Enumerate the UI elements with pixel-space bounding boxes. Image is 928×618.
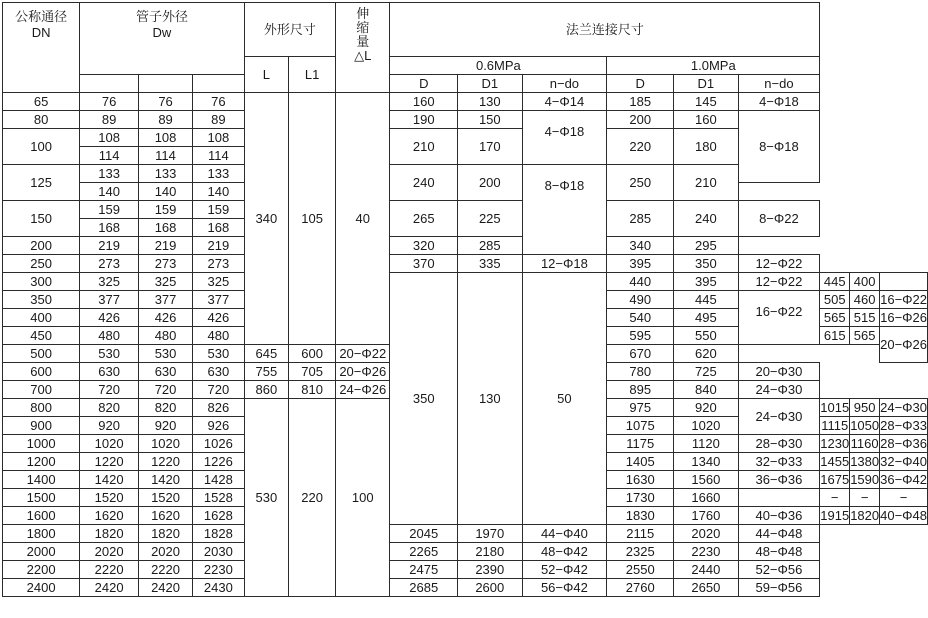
cell-D-0-6: 265 bbox=[390, 201, 458, 237]
cell-dw: 133 bbox=[139, 165, 193, 183]
cell-D-0-6: 1175 bbox=[607, 435, 674, 453]
cell-ndo-0-6: 4−Φ14 bbox=[522, 93, 607, 111]
cell-D-1-0: 895 bbox=[607, 381, 674, 399]
cell-D1-1-0: 950 bbox=[850, 399, 880, 417]
cell-dw: 114 bbox=[193, 147, 245, 165]
cell-D-0-6: 2685 bbox=[390, 579, 458, 597]
cell-dw: 530 bbox=[80, 345, 139, 363]
cell-ndo-0-6: 24−Φ26 bbox=[336, 381, 390, 399]
cell-dw: 219 bbox=[80, 237, 139, 255]
cell-ndo-1-0: 24−Φ30 bbox=[738, 381, 820, 399]
cell-D1-0-6: 285 bbox=[458, 237, 522, 255]
cell-D1-0-6: 1340 bbox=[674, 453, 738, 471]
cell-D-1-0: 2550 bbox=[607, 561, 674, 579]
cell-dn: 2200 bbox=[3, 561, 80, 579]
cell-dw: 720 bbox=[139, 381, 193, 399]
cell-dw: 1428 bbox=[193, 471, 245, 489]
cell-dw: 1226 bbox=[193, 453, 245, 471]
cell-ndo-0-6: 20−Φ26 bbox=[336, 363, 390, 381]
cell-D1-0-6: 1120 bbox=[674, 435, 738, 453]
cell-dn: 200 bbox=[3, 237, 80, 255]
cell-ndo-0-6 bbox=[738, 489, 820, 507]
cell-dw: 377 bbox=[80, 291, 139, 309]
cell-ndo-0-6: 20−Φ22 bbox=[336, 345, 390, 363]
cell-ndo-1-0: 20−Φ26 bbox=[880, 327, 928, 363]
cell-dn: 500 bbox=[3, 345, 80, 363]
cell-D1-0-6: 600 bbox=[289, 345, 336, 363]
header-L1: L1 bbox=[289, 57, 336, 93]
cell-dn: 1800 bbox=[3, 525, 80, 543]
cell-D1-0-6: 200 bbox=[458, 165, 522, 201]
cell-ndo-1-0: 44−Φ48 bbox=[738, 525, 820, 543]
cell-D1-0-6: 445 bbox=[674, 291, 738, 309]
cell-L1: 220 bbox=[289, 399, 336, 597]
cell-dn: 1600 bbox=[3, 507, 80, 525]
cell-D1-1-0: 2020 bbox=[674, 525, 738, 543]
cell-dw: 2030 bbox=[193, 543, 245, 561]
cell-D-0-6: 240 bbox=[390, 165, 458, 201]
cell-dw: 1420 bbox=[80, 471, 139, 489]
cell-D-1-0: 780 bbox=[607, 363, 674, 381]
cell-ndo-1-0: 40−Φ48 bbox=[880, 508, 927, 523]
cell-L1: 105 bbox=[289, 93, 336, 345]
cell-D-1-0: 2760 bbox=[607, 579, 674, 597]
cell-D-1-0: 285 bbox=[607, 201, 674, 237]
cell-ndo-0-6: 40−Φ36 bbox=[738, 507, 820, 525]
cell-D-1-0: 1015 bbox=[820, 400, 850, 415]
cell-D-1-0: 1675 bbox=[820, 472, 850, 487]
header-ndo-1-0: n−do bbox=[738, 75, 820, 93]
cell-dw: 2420 bbox=[80, 579, 139, 597]
cell-dw: 530 bbox=[193, 345, 245, 363]
cell-ndo-0-6: 12−Φ22 bbox=[738, 273, 820, 291]
cell-D-0-6: 1830 bbox=[607, 507, 674, 525]
cell-ndo-0-6: 4−Φ18 bbox=[522, 111, 607, 165]
table-row bbox=[3, 525, 928, 543]
cell-dw: 1026 bbox=[193, 435, 245, 453]
cell-dn: 900 bbox=[3, 417, 80, 435]
table-body bbox=[3, 93, 928, 597]
cell-dn: 300 bbox=[3, 273, 80, 291]
cell-D1-1-0: 620 bbox=[674, 345, 738, 363]
header-D1-1-0: D1 bbox=[674, 75, 738, 93]
cell-dw: 630 bbox=[80, 363, 139, 381]
cell-dw: 76 bbox=[193, 93, 245, 111]
cell-dw: 530 bbox=[139, 345, 193, 363]
cell-dw: 480 bbox=[139, 327, 193, 345]
cell-ndo-0-6: 44−Φ40 bbox=[522, 525, 607, 543]
cell-dn: 1000 bbox=[3, 435, 80, 453]
header-shape-dimensions: 外形尺寸 bbox=[244, 3, 335, 57]
cell-dw: 2230 bbox=[193, 561, 245, 579]
header-dw-blank-3 bbox=[193, 75, 245, 93]
cell-dw: 720 bbox=[80, 381, 139, 399]
header-D1-0-6: D1 bbox=[458, 75, 522, 93]
cell-dw: 1420 bbox=[139, 471, 193, 489]
cell-dw: 1220 bbox=[80, 453, 139, 471]
cell-ndo-0-6: 32−Φ33 bbox=[738, 453, 820, 471]
cell-dw: 2020 bbox=[139, 543, 193, 561]
cell-ndo-1-0: 24−Φ30 bbox=[880, 400, 927, 415]
cell-D-0-6: 370 bbox=[390, 255, 458, 273]
cell-dw: 325 bbox=[193, 273, 245, 291]
cell-dw: 480 bbox=[80, 327, 139, 345]
cell-dw: 219 bbox=[193, 237, 245, 255]
cell-dw: 920 bbox=[80, 417, 139, 435]
header-D-1-0: D bbox=[607, 75, 674, 93]
cell-dw: 1220 bbox=[139, 453, 193, 471]
cell-D1-1-0: 160 bbox=[674, 111, 738, 129]
cell-dw: 140 bbox=[80, 183, 139, 201]
cell-dw: 273 bbox=[139, 255, 193, 273]
cell-dn: 2400 bbox=[3, 579, 80, 597]
cell-dw: 820 bbox=[139, 399, 193, 417]
cell-D1-1-0: 210 bbox=[674, 165, 738, 201]
cell-D-1-0: 445 bbox=[820, 273, 850, 291]
cell-dw: 1620 bbox=[139, 507, 193, 525]
cell-dw: 2420 bbox=[139, 579, 193, 597]
cell-D1-0-6: 810 bbox=[289, 381, 336, 399]
cell-D-0-6: 860 bbox=[244, 381, 288, 399]
header-pressure-0-6: 0.6MPa bbox=[390, 57, 607, 75]
table-row bbox=[3, 201, 928, 219]
cell-dw: 168 bbox=[80, 219, 139, 237]
header-D-0-6: D bbox=[390, 75, 458, 93]
cell-L: 350 bbox=[390, 273, 458, 525]
cell-D1-0-6: 1560 bbox=[674, 471, 738, 489]
cell-ndo-1-0: 16−Φ26 bbox=[880, 310, 927, 325]
table-row bbox=[3, 255, 928, 273]
cell-dw: 133 bbox=[193, 165, 245, 183]
spec-table-container bbox=[2, 2, 928, 597]
header-dw-blank-2 bbox=[139, 75, 193, 93]
cell-D1-0-6: 335 bbox=[458, 255, 522, 273]
cell-D1-0-6: 1020 bbox=[674, 417, 738, 435]
cell-dw: 1820 bbox=[80, 525, 139, 543]
cell-D1-0-6: 1760 bbox=[674, 507, 738, 525]
cell-D-1-0: 185 bbox=[607, 93, 674, 111]
cell-dw: 1020 bbox=[139, 435, 193, 453]
cell-dn: 80 bbox=[3, 111, 80, 129]
cell-dw: 108 bbox=[193, 129, 245, 147]
header-nominal-diameter: 公称通径 DN bbox=[3, 3, 80, 93]
table-row bbox=[3, 111, 928, 129]
cell-dw: 1528 bbox=[193, 489, 245, 507]
cell-dw: 133 bbox=[80, 165, 139, 183]
cell-dw: 168 bbox=[139, 219, 193, 237]
cell-D1-1-0: 295 bbox=[674, 237, 738, 255]
cell-dn: 2000 bbox=[3, 543, 80, 561]
cell-D-0-6: 320 bbox=[390, 237, 458, 255]
cell-ndo-1-0: − bbox=[880, 489, 928, 507]
cell-dn: 100 bbox=[3, 129, 80, 165]
cell-dw: 219 bbox=[139, 237, 193, 255]
cell-D1-0-6: 1660 bbox=[674, 489, 738, 507]
header-L: L bbox=[244, 57, 288, 93]
cell-D-1-0: 220 bbox=[607, 129, 674, 165]
cell-dn: 250 bbox=[3, 255, 80, 273]
cell-dw: 920 bbox=[139, 417, 193, 435]
cell-dw: 377 bbox=[193, 291, 245, 309]
cell-D1-1-0: 460 bbox=[850, 291, 880, 309]
cell-expansion: 100 bbox=[336, 399, 390, 597]
cell-dw: 159 bbox=[139, 201, 193, 219]
cell-L: 340 bbox=[244, 93, 288, 345]
cell-D1-0-6: 495 bbox=[674, 309, 738, 327]
cell-D-0-6: 210 bbox=[390, 129, 458, 165]
header-pipe-outer-diameter: 管子外径 Dw bbox=[80, 3, 244, 75]
cell-D1-1-0: 180 bbox=[674, 129, 738, 165]
cell-dw: 273 bbox=[80, 255, 139, 273]
cell-dw: 820 bbox=[80, 399, 139, 417]
cell-D1-1-0: 2230 bbox=[674, 543, 738, 561]
cell-dn: 400 bbox=[3, 309, 80, 327]
cell-ndo-0-6: 36−Φ36 bbox=[738, 471, 820, 489]
cell-D1-1-0: 515 bbox=[850, 309, 880, 327]
cell-D-0-6: 1630 bbox=[607, 471, 674, 489]
cell-D-0-6: 1405 bbox=[607, 453, 674, 471]
cell-D-1-0: 1915 bbox=[820, 508, 850, 523]
cell-D1-1-0: 1050 bbox=[850, 418, 880, 433]
cell-D1-1-0: 1820 bbox=[850, 508, 880, 523]
cell-dw: 89 bbox=[139, 111, 193, 129]
cell-dw: 89 bbox=[193, 111, 245, 129]
cell-dw: 108 bbox=[80, 129, 139, 147]
cell-D1-0-6: 550 bbox=[674, 327, 738, 345]
cell-D-1-0: 1115 bbox=[821, 418, 849, 433]
header-ndo-0-6: n−do bbox=[522, 75, 607, 93]
cell-D-1-0: 670 bbox=[607, 345, 674, 363]
cell-ndo-1-0: 4−Φ18 bbox=[738, 93, 820, 111]
cell-dw: 114 bbox=[139, 147, 193, 165]
cell-dw: 159 bbox=[80, 201, 139, 219]
cell-ndo-1-0: 48−Φ48 bbox=[738, 543, 820, 561]
cell-dw: 1520 bbox=[139, 489, 193, 507]
table-row bbox=[3, 561, 928, 579]
cell-ndo-1-0: 28−Φ36 bbox=[880, 436, 927, 451]
cell-D1-0-6: 2180 bbox=[458, 543, 522, 561]
table-row bbox=[3, 93, 928, 111]
cell-dw: 630 bbox=[139, 363, 193, 381]
cell-ndo-1-0: 8−Φ22 bbox=[738, 201, 820, 237]
cell-expansion: 50 bbox=[522, 273, 607, 525]
cell-D1-1-0: 1590 bbox=[850, 472, 880, 487]
table-row bbox=[3, 237, 928, 255]
cell-ndo-1-0: 16−Φ22 bbox=[880, 292, 927, 307]
cell-dw: 76 bbox=[139, 93, 193, 111]
cell-D-1-0: 565 bbox=[820, 309, 850, 327]
cell-ndo-1-0: 52−Φ56 bbox=[738, 561, 820, 579]
cell-dw: 140 bbox=[139, 183, 193, 201]
cell-D-0-6: 595 bbox=[607, 327, 674, 345]
flange-spec-table bbox=[2, 2, 928, 597]
cell-dw: 114 bbox=[80, 147, 139, 165]
cell-dw: 2020 bbox=[80, 543, 139, 561]
cell-ndo-1-0: 36−Φ42 bbox=[880, 472, 927, 487]
cell-D-0-6: 190 bbox=[390, 111, 458, 129]
cell-D-1-0: 615 bbox=[820, 327, 850, 345]
cell-D-1-0: 2115 bbox=[607, 525, 674, 543]
cell-D1-0-6: 1970 bbox=[458, 525, 522, 543]
cell-dw: 108 bbox=[139, 129, 193, 147]
cell-D-0-6: 540 bbox=[607, 309, 674, 327]
header-pressure-1-0: 1.0MPa bbox=[607, 57, 820, 75]
table-row bbox=[3, 579, 928, 597]
cell-D1-1-0: 240 bbox=[674, 201, 738, 237]
cell-dn: 800 bbox=[3, 399, 80, 417]
cell-D-0-6: 2265 bbox=[390, 543, 458, 561]
cell-dn: 125 bbox=[3, 165, 80, 201]
cell-dn: 350 bbox=[3, 291, 80, 309]
cell-dw: 1828 bbox=[193, 525, 245, 543]
cell-D-0-6: 1075 bbox=[607, 417, 674, 435]
cell-ndo-0-6: 16−Φ22 bbox=[738, 291, 820, 345]
header-flange-dimensions: 法兰连接尺寸 bbox=[390, 3, 820, 57]
cell-ndo-1-0: 32−Φ40 bbox=[880, 454, 927, 469]
cell-dw: 76 bbox=[80, 93, 139, 111]
cell-dw: 273 bbox=[193, 255, 245, 273]
cell-dw: 2430 bbox=[193, 579, 245, 597]
cell-D-0-6: 1730 bbox=[607, 489, 674, 507]
cell-dn: 450 bbox=[3, 327, 80, 345]
cell-D1-1-0: − bbox=[850, 489, 880, 507]
cell-D1-0-6: 170 bbox=[458, 129, 522, 165]
cell-L1: 130 bbox=[458, 273, 522, 525]
cell-expansion: 40 bbox=[336, 93, 390, 345]
cell-D-0-6: 755 bbox=[244, 363, 288, 381]
cell-ndo-1-0: 8−Φ18 bbox=[738, 111, 820, 183]
cell-ndo-0-6: 12−Φ18 bbox=[522, 255, 607, 273]
cell-D-1-0: 340 bbox=[607, 237, 674, 255]
cell-ndo-0-6: 48−Φ42 bbox=[522, 543, 607, 561]
cell-dw: 826 bbox=[193, 399, 245, 417]
cell-D-0-6: 2475 bbox=[390, 561, 458, 579]
cell-D1-0-6: 2600 bbox=[458, 579, 522, 597]
cell-dw: 1628 bbox=[193, 507, 245, 525]
cell-dn: 1500 bbox=[3, 489, 80, 507]
cell-ndo-0-6: 52−Φ42 bbox=[522, 561, 607, 579]
cell-dw: 926 bbox=[193, 417, 245, 435]
cell-D-0-6: 490 bbox=[607, 291, 674, 309]
cell-D-1-0: 200 bbox=[607, 111, 674, 129]
cell-dw: 377 bbox=[139, 291, 193, 309]
table-row bbox=[3, 273, 928, 291]
cell-D-1-0: 2325 bbox=[607, 543, 674, 561]
cell-dw: 140 bbox=[193, 183, 245, 201]
cell-D1-1-0: 2650 bbox=[674, 579, 738, 597]
cell-dw: 426 bbox=[139, 309, 193, 327]
cell-dw: 1620 bbox=[80, 507, 139, 525]
cell-D-0-6: 160 bbox=[390, 93, 458, 111]
cell-D-1-0: 1455 bbox=[820, 454, 850, 469]
cell-dw: 325 bbox=[139, 273, 193, 291]
table-row bbox=[3, 543, 928, 561]
cell-D-1-0: 395 bbox=[607, 255, 674, 273]
cell-dw: 720 bbox=[193, 381, 245, 399]
cell-dn: 1400 bbox=[3, 471, 80, 489]
cell-ndo-1-0: 12−Φ22 bbox=[738, 255, 820, 273]
cell-dw: 2220 bbox=[139, 561, 193, 579]
cell-ndo-0-6: 56−Φ42 bbox=[522, 579, 607, 597]
cell-D-0-6: 2045 bbox=[390, 525, 458, 543]
cell-D-1-0: − bbox=[820, 489, 850, 507]
cell-dn: 600 bbox=[3, 363, 80, 381]
cell-D1-1-0: 840 bbox=[674, 381, 738, 399]
cell-D1-1-0: 145 bbox=[674, 93, 738, 111]
cell-ndo-1-0 bbox=[880, 273, 928, 291]
header-dw-blank-1 bbox=[80, 75, 139, 93]
cell-dw: 2220 bbox=[80, 561, 139, 579]
cell-dn: 700 bbox=[3, 381, 80, 399]
cell-ndo-1-0: 20−Φ30 bbox=[738, 363, 820, 381]
cell-ndo-0-6: 8−Φ18 bbox=[522, 165, 607, 255]
cell-dw: 630 bbox=[193, 363, 245, 381]
cell-D1-1-0: 400 bbox=[850, 273, 880, 291]
cell-D1-0-6: 225 bbox=[458, 201, 522, 237]
cell-dw: 89 bbox=[80, 111, 139, 129]
cell-dn: 1200 bbox=[3, 453, 80, 471]
cell-D1-1-0: 725 bbox=[674, 363, 738, 381]
cell-D1-0-6: 920 bbox=[674, 399, 738, 417]
cell-D1-1-0: 1380 bbox=[850, 454, 880, 469]
cell-ndo-0-6: 24−Φ30 bbox=[738, 399, 820, 435]
cell-D-1-0: 505 bbox=[820, 291, 850, 309]
cell-D1-0-6: 150 bbox=[458, 111, 522, 129]
cell-D1-0-6: 130 bbox=[458, 93, 522, 111]
cell-dw: 426 bbox=[80, 309, 139, 327]
cell-dw: 426 bbox=[193, 309, 245, 327]
cell-D1-1-0: 565 bbox=[850, 327, 880, 345]
cell-D-0-6: 440 bbox=[607, 273, 674, 291]
cell-D-1-0: 250 bbox=[607, 165, 674, 201]
cell-dw: 1020 bbox=[80, 435, 139, 453]
cell-dw: 1820 bbox=[139, 525, 193, 543]
cell-D1-1-0: 350 bbox=[674, 255, 738, 273]
cell-D1-0-6: 705 bbox=[289, 363, 336, 381]
cell-dw: 1520 bbox=[80, 489, 139, 507]
cell-dn: 65 bbox=[3, 93, 80, 111]
cell-dw: 159 bbox=[193, 201, 245, 219]
cell-D1-1-0: 1160 bbox=[850, 436, 879, 451]
cell-D1-1-0: 2440 bbox=[674, 561, 738, 579]
cell-D-1-0: 1230 bbox=[820, 436, 850, 451]
header-expansion: 伸 缩 量 △L bbox=[336, 3, 390, 93]
cell-dw: 480 bbox=[193, 327, 245, 345]
cell-L: 530 bbox=[244, 399, 288, 597]
cell-D1-0-6: 2390 bbox=[458, 561, 522, 579]
cell-D1-0-6: 395 bbox=[674, 273, 738, 291]
cell-dn: 150 bbox=[3, 201, 80, 237]
cell-ndo-0-6: 28−Φ30 bbox=[738, 435, 820, 453]
cell-D-0-6: 645 bbox=[244, 345, 288, 363]
cell-dw: 325 bbox=[80, 273, 139, 291]
cell-dw: 168 bbox=[193, 219, 245, 237]
cell-ndo-1-0: 28−Φ33 bbox=[880, 418, 927, 433]
cell-D-0-6: 975 bbox=[607, 399, 674, 417]
cell-ndo-1-0: 59−Φ56 bbox=[738, 579, 820, 597]
